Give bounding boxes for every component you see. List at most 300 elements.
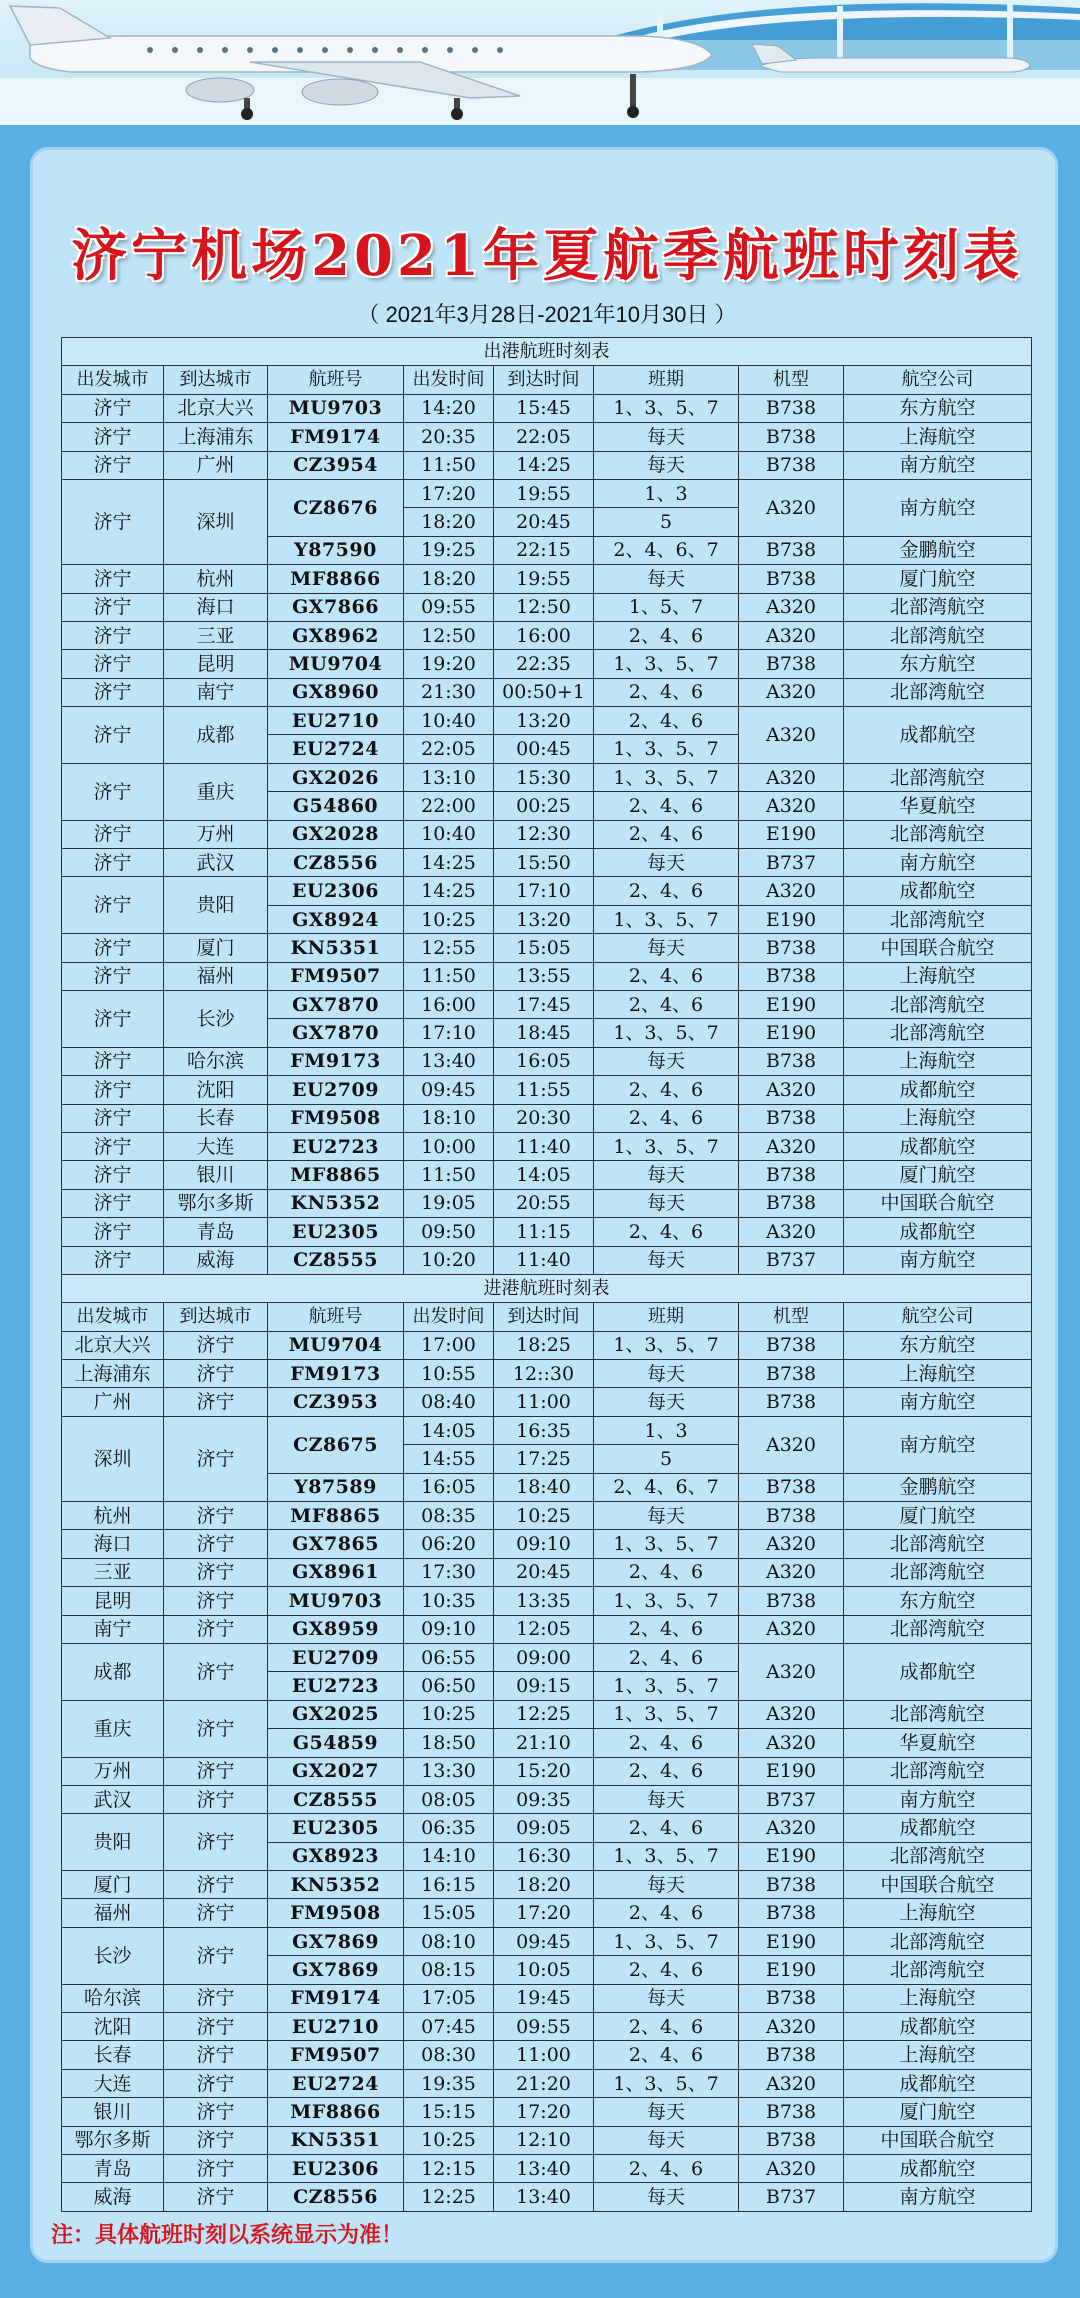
origin-city: 济宁 xyxy=(62,650,164,678)
operating-days: 2、4、6 xyxy=(594,621,739,649)
destination-city: 济宁 xyxy=(164,1643,268,1700)
origin-city: 上海浦东 xyxy=(62,1360,164,1388)
arrival-time: 16:05 xyxy=(494,1047,594,1075)
origin-city: 武汉 xyxy=(62,1785,164,1813)
flight-number: Y87590 xyxy=(268,536,404,564)
airline: 上海航空 xyxy=(844,1360,1032,1388)
flight-number: GX2027 xyxy=(268,1757,404,1785)
departure-time: 08:15 xyxy=(404,1956,494,1984)
aircraft-type: B738 xyxy=(739,650,844,678)
destination-city: 鄂尔多斯 xyxy=(164,1189,268,1217)
operating-days: 2、4、6 xyxy=(594,1956,739,1984)
arrival-time: 09:35 xyxy=(494,1785,594,1813)
operating-days: 2、4、6 xyxy=(594,1076,739,1104)
flight-row xyxy=(62,934,1032,962)
aircraft-type: B737 xyxy=(739,1785,844,1813)
aircraft-type: B738 xyxy=(739,1189,844,1217)
origin-city: 海口 xyxy=(62,1530,164,1558)
flight-number: MU9703 xyxy=(268,1587,404,1615)
arrival-time: 13:55 xyxy=(494,962,594,990)
aircraft-type: B738 xyxy=(739,1104,844,1132)
departure-time: 08:10 xyxy=(404,1927,494,1955)
destination-city: 济宁 xyxy=(164,2098,268,2126)
flight-row xyxy=(62,1615,1032,1643)
flight-row xyxy=(62,1331,1032,1359)
aircraft-type: A320 xyxy=(739,763,844,791)
destination-city: 重庆 xyxy=(164,763,268,820)
destination-city: 贵阳 xyxy=(164,877,268,934)
arrival-time: 11:00 xyxy=(494,1388,594,1416)
flight-row xyxy=(62,1984,1032,2012)
origin-city: 济宁 xyxy=(62,763,164,820)
departure-time: 13:10 xyxy=(404,763,494,791)
operating-days: 2、4、6 xyxy=(594,792,739,820)
airline: 北部湾航空 xyxy=(844,593,1032,621)
origin-city: 济宁 xyxy=(62,678,164,706)
operating-days: 2、4、6 xyxy=(594,1814,739,1842)
operating-days: 1、3、5、7 xyxy=(594,1842,739,1870)
airline: 华夏航空 xyxy=(844,1729,1032,1757)
flight-row xyxy=(62,2069,1032,2097)
airline: 金鹏航空 xyxy=(844,1473,1032,1501)
flight-row xyxy=(62,1502,1032,1530)
arrival-time: 14:05 xyxy=(494,1161,594,1189)
destination-city: 杭州 xyxy=(164,565,268,593)
arrival-time: 22:15 xyxy=(494,536,594,564)
origin-city: 长春 xyxy=(62,2041,164,2069)
flight-number: MU9703 xyxy=(268,394,404,422)
airline: 成都航空 xyxy=(844,1643,1032,1700)
origin-city: 重庆 xyxy=(62,1700,164,1757)
flight-number: EU2305 xyxy=(268,1218,404,1246)
arrival-time: 18:20 xyxy=(494,1871,594,1899)
departure-time: 18:50 xyxy=(404,1729,494,1757)
arrival-time: 12:25 xyxy=(494,1700,594,1728)
flight-row xyxy=(62,2155,1032,2183)
destination-city: 济宁 xyxy=(164,1530,268,1558)
aircraft-type: A320 xyxy=(739,1558,844,1586)
arrival-time: 12:50 xyxy=(494,593,594,621)
airline: 上海航空 xyxy=(844,1984,1032,2012)
origin-city: 北京大兴 xyxy=(62,1331,164,1359)
destination-city: 济宁 xyxy=(164,1331,268,1359)
flight-number: CZ8676 xyxy=(268,479,404,536)
flight-row xyxy=(62,1927,1032,1955)
flight-row xyxy=(62,1814,1032,1842)
destination-city: 成都 xyxy=(164,707,268,764)
destination-city: 哈尔滨 xyxy=(164,1047,268,1075)
arrival-time: 10:25 xyxy=(494,1502,594,1530)
destination-city: 济宁 xyxy=(164,1502,268,1530)
operating-days: 1、3、5、7 xyxy=(594,905,739,933)
airline: 南方航空 xyxy=(844,2183,1032,2211)
departure-time: 10:25 xyxy=(404,2126,494,2154)
arrival-time: 19:55 xyxy=(494,479,594,507)
departure-time: 17:30 xyxy=(404,1558,494,1586)
airline: 北部湾航空 xyxy=(844,1019,1032,1047)
aircraft-type: B737 xyxy=(739,2183,844,2211)
aircraft-type: B738 xyxy=(739,1871,844,1899)
arrival-time: 15:05 xyxy=(494,934,594,962)
flight-row xyxy=(62,1360,1032,1388)
origin-city: 济宁 xyxy=(62,990,164,1047)
destination-city: 济宁 xyxy=(164,1871,268,1899)
origin-city: 济宁 xyxy=(62,621,164,649)
departure-time: 19:35 xyxy=(404,2069,494,2097)
arrival-time: 20:55 xyxy=(494,1189,594,1217)
flight-row xyxy=(62,1643,1032,1671)
departure-time: 07:45 xyxy=(404,2013,494,2041)
airline: 北部湾航空 xyxy=(844,1956,1032,1984)
airline: 上海航空 xyxy=(844,1047,1032,1075)
departure-time: 06:50 xyxy=(404,1672,494,1700)
destination-city: 济宁 xyxy=(164,2155,268,2183)
flight-number: GX7869 xyxy=(268,1927,404,1955)
destination-city: 济宁 xyxy=(164,1785,268,1813)
arrival-time: 00:50+1 xyxy=(494,678,594,706)
page-title: 济宁机场2021年夏航季航班时刻表 xyxy=(71,223,1023,289)
flight-row xyxy=(62,479,1032,507)
arrival-time: 20:45 xyxy=(494,508,594,536)
airline: 成都航空 xyxy=(844,707,1032,764)
departure-time: 22:00 xyxy=(404,792,494,820)
operating-days: 每天 xyxy=(594,2126,739,2154)
flight-row xyxy=(62,707,1032,735)
airline: 东方航空 xyxy=(844,650,1032,678)
operating-days: 1、3、5、7 xyxy=(594,1927,739,1955)
arrival-time: 16:00 xyxy=(494,621,594,649)
operating-days: 5 xyxy=(594,508,739,536)
departure-time: 11:50 xyxy=(404,962,494,990)
origin-city: 济宁 xyxy=(62,1132,164,1160)
airline: 南方航空 xyxy=(844,849,1032,877)
operating-days: 1、3 xyxy=(594,1416,739,1444)
flight-row xyxy=(62,2126,1032,2154)
airline: 成都航空 xyxy=(844,2013,1032,2041)
aircraft-type: B738 xyxy=(739,536,844,564)
destination-city: 济宁 xyxy=(164,1558,268,1586)
origin-city: 广州 xyxy=(62,1388,164,1416)
aircraft-type: B737 xyxy=(739,849,844,877)
departure-time: 06:20 xyxy=(404,1530,494,1558)
flight-row xyxy=(62,820,1032,848)
departures-section-title: 出港航班时刻表 xyxy=(62,338,1032,366)
aircraft-type: A320 xyxy=(739,593,844,621)
departure-time: 09:10 xyxy=(404,1615,494,1643)
departure-time: 18:20 xyxy=(404,508,494,536)
airline: 厦门航空 xyxy=(844,2098,1032,2126)
flight-row xyxy=(62,1416,1032,1444)
flight-number: MU9704 xyxy=(268,1331,404,1359)
flight-number: EU2709 xyxy=(268,1643,404,1671)
operating-days: 每天 xyxy=(594,2098,739,2126)
flight-number: CZ8555 xyxy=(268,1246,404,1274)
arrival-time: 12::30 xyxy=(494,1360,594,1388)
origin-city: 贵阳 xyxy=(62,1814,164,1871)
departure-time: 14:20 xyxy=(404,394,494,422)
destination-city: 济宁 xyxy=(164,1899,268,1927)
departure-time: 10:55 xyxy=(404,1360,494,1388)
arrival-time: 17:20 xyxy=(494,1899,594,1927)
operating-days: 2、4、6 xyxy=(594,2041,739,2069)
operating-days: 1、3、5、7 xyxy=(594,735,739,763)
departure-time: 19:05 xyxy=(404,1189,494,1217)
aircraft-type: E190 xyxy=(739,1842,844,1870)
arrival-time: 13:20 xyxy=(494,905,594,933)
departure-time: 11:50 xyxy=(404,451,494,479)
operating-days: 1、3、5、7 xyxy=(594,1132,739,1160)
flight-number: MU9704 xyxy=(268,650,404,678)
airline: 北部湾航空 xyxy=(844,678,1032,706)
flight-number: GX8961 xyxy=(268,1558,404,1586)
aircraft-type: B738 xyxy=(739,394,844,422)
arrival-time: 12:10 xyxy=(494,2126,594,2154)
origin-city: 万州 xyxy=(62,1757,164,1785)
flight-row xyxy=(62,451,1032,479)
departure-time: 20:35 xyxy=(404,423,494,451)
departure-time: 10:25 xyxy=(404,1700,494,1728)
column-header: 班期 xyxy=(594,366,739,394)
aircraft-type: A320 xyxy=(739,1416,844,1473)
destination-city: 济宁 xyxy=(164,2069,268,2097)
origin-city: 厦门 xyxy=(62,1871,164,1899)
departure-time: 14:25 xyxy=(404,849,494,877)
flight-row xyxy=(62,1757,1032,1785)
arrival-time: 19:55 xyxy=(494,565,594,593)
aircraft-type: A320 xyxy=(739,1814,844,1842)
operating-days: 2、4、6 xyxy=(594,1757,739,1785)
aircraft-type: A320 xyxy=(739,1700,844,1728)
arrival-time: 18:40 xyxy=(494,1473,594,1501)
airline: 厦门航空 xyxy=(844,565,1032,593)
departure-time: 10:40 xyxy=(404,707,494,735)
flight-row xyxy=(62,1104,1032,1132)
flight-row xyxy=(62,1132,1032,1160)
operating-days: 2、4、6 xyxy=(594,2013,739,2041)
origin-city: 深圳 xyxy=(62,1416,164,1501)
operating-days: 2、4、6 xyxy=(594,990,739,1018)
aircraft-type: B738 xyxy=(739,1360,844,1388)
arrival-time: 13:40 xyxy=(494,2155,594,2183)
flight-row xyxy=(62,2098,1032,2126)
destination-city: 大连 xyxy=(164,1132,268,1160)
departure-time: 17:20 xyxy=(404,479,494,507)
arrival-time: 17:25 xyxy=(494,1445,594,1473)
flight-number: Y87589 xyxy=(268,1473,404,1501)
operating-days: 每天 xyxy=(594,451,739,479)
airline: 北部湾航空 xyxy=(844,1558,1032,1586)
origin-city: 济宁 xyxy=(62,877,164,934)
flight-number: MF8866 xyxy=(268,2098,404,2126)
arrival-time: 17:10 xyxy=(494,877,594,905)
aircraft-type: B738 xyxy=(739,1161,844,1189)
flight-number: MF8865 xyxy=(268,1161,404,1189)
flight-number: FM9173 xyxy=(268,1360,404,1388)
destination-city: 深圳 xyxy=(164,479,268,564)
airline: 北部湾航空 xyxy=(844,1927,1032,1955)
operating-days: 1、3 xyxy=(594,479,739,507)
flight-number: GX7865 xyxy=(268,1530,404,1558)
aircraft-type: E190 xyxy=(739,990,844,1018)
flight-row xyxy=(62,423,1032,451)
column-header: 出发城市 xyxy=(62,1303,164,1331)
flight-number: CZ3953 xyxy=(268,1388,404,1416)
flight-number: KN5352 xyxy=(268,1871,404,1899)
column-header: 班期 xyxy=(594,1303,739,1331)
airline: 中国联合航空 xyxy=(844,1871,1032,1899)
aircraft-type: A320 xyxy=(739,1643,844,1700)
flight-number: GX8924 xyxy=(268,905,404,933)
flight-row xyxy=(62,678,1032,706)
flight-number: EU2710 xyxy=(268,707,404,735)
airline: 东方航空 xyxy=(844,1587,1032,1615)
operating-days: 2、4、6 xyxy=(594,1615,739,1643)
destination-city: 威海 xyxy=(164,1246,268,1274)
aircraft-type: B738 xyxy=(739,1388,844,1416)
flight-number: FM9508 xyxy=(268,1899,404,1927)
flight-row xyxy=(62,763,1032,791)
arrival-time: 11:40 xyxy=(494,1132,594,1160)
arrival-time: 11:40 xyxy=(494,1246,594,1274)
operating-days: 每天 xyxy=(594,1246,739,1274)
operating-days: 每天 xyxy=(594,934,739,962)
airline: 金鹏航空 xyxy=(844,536,1032,564)
departure-time: 13:30 xyxy=(404,1757,494,1785)
flight-row xyxy=(62,849,1032,877)
departure-time: 08:40 xyxy=(404,1388,494,1416)
airline: 华夏航空 xyxy=(844,792,1032,820)
departure-time: 16:15 xyxy=(404,1871,494,1899)
airline: 北部湾航空 xyxy=(844,1757,1032,1785)
origin-city: 昆明 xyxy=(62,1587,164,1615)
origin-city: 福州 xyxy=(62,1899,164,1927)
airline: 北部湾航空 xyxy=(844,1842,1032,1870)
airline: 南方航空 xyxy=(844,1416,1032,1473)
airline: 上海航空 xyxy=(844,962,1032,990)
airline: 上海航空 xyxy=(844,1104,1032,1132)
departure-time: 09:55 xyxy=(404,593,494,621)
destination-city: 昆明 xyxy=(164,650,268,678)
aircraft-type: A320 xyxy=(739,877,844,905)
aircraft-type: B738 xyxy=(739,1899,844,1927)
departure-time: 10:25 xyxy=(404,905,494,933)
aircraft-type: B738 xyxy=(739,2041,844,2069)
operating-days: 每天 xyxy=(594,1785,739,1813)
airline: 北部湾航空 xyxy=(844,1700,1032,1728)
flight-row xyxy=(62,990,1032,1018)
arrival-time: 09:15 xyxy=(494,1672,594,1700)
flight-number: EU2724 xyxy=(268,735,404,763)
aircraft-type: B737 xyxy=(739,1246,844,1274)
departure-time: 09:50 xyxy=(404,1218,494,1246)
flight-row xyxy=(62,1047,1032,1075)
departure-time: 16:05 xyxy=(404,1473,494,1501)
footnote: 注：具体航班时刻以系统显示为准！ xyxy=(51,2223,404,2248)
origin-city: 大连 xyxy=(62,2069,164,2097)
arrival-time: 09:10 xyxy=(494,1530,594,1558)
airline: 北部湾航空 xyxy=(844,905,1032,933)
aircraft-type: E190 xyxy=(739,1956,844,1984)
column-header: 出发城市 xyxy=(62,366,164,394)
flight-number: EU2723 xyxy=(268,1672,404,1700)
operating-days: 2、4、6 xyxy=(594,1218,739,1246)
departure-time: 06:55 xyxy=(404,1643,494,1671)
operating-days: 每天 xyxy=(594,849,739,877)
operating-days: 每天 xyxy=(594,1161,739,1189)
origin-city: 南宁 xyxy=(62,1615,164,1643)
operating-days: 每天 xyxy=(594,1871,739,1899)
arrival-time: 09:55 xyxy=(494,2013,594,2041)
departure-time: 13:40 xyxy=(404,1047,494,1075)
flight-row xyxy=(62,1587,1032,1615)
flight-number: GX7866 xyxy=(268,593,404,621)
operating-days: 1、3、5、7 xyxy=(594,394,739,422)
flight-number: CZ8556 xyxy=(268,2183,404,2211)
aircraft-type: A320 xyxy=(739,1729,844,1757)
airline: 中国联合航空 xyxy=(844,934,1032,962)
destination-city: 三亚 xyxy=(164,621,268,649)
origin-city: 济宁 xyxy=(62,1076,164,1104)
column-header: 到达城市 xyxy=(164,1303,268,1331)
arrival-time: 22:05 xyxy=(494,423,594,451)
aircraft-type: E190 xyxy=(739,1927,844,1955)
airline: 北部湾航空 xyxy=(844,763,1032,791)
departure-time: 11:50 xyxy=(404,1161,494,1189)
destination-city: 济宁 xyxy=(164,1360,268,1388)
origin-city: 济宁 xyxy=(62,1161,164,1189)
flight-number: G54860 xyxy=(268,792,404,820)
departure-time: 16:00 xyxy=(404,990,494,1018)
airline: 成都航空 xyxy=(844,2069,1032,2097)
arrival-time: 18:45 xyxy=(494,1019,594,1047)
aircraft-type: B738 xyxy=(739,1047,844,1075)
flight-row xyxy=(62,1076,1032,1104)
aircraft-type: B738 xyxy=(739,1331,844,1359)
flight-row xyxy=(62,650,1032,678)
departure-time: 18:20 xyxy=(404,565,494,593)
departure-time: 15:05 xyxy=(404,1899,494,1927)
destination-city: 武汉 xyxy=(164,849,268,877)
flight-row xyxy=(62,1899,1032,1927)
arrival-time: 17:20 xyxy=(494,2098,594,2126)
arrival-time: 18:25 xyxy=(494,1331,594,1359)
column-header: 到达时间 xyxy=(494,366,594,394)
operating-days: 2、4、6 xyxy=(594,962,739,990)
origin-city: 济宁 xyxy=(62,565,164,593)
flight-row xyxy=(62,565,1032,593)
aircraft-type: B738 xyxy=(739,1984,844,2012)
flight-row xyxy=(62,2183,1032,2211)
departures-section-title-row xyxy=(62,338,1032,366)
operating-days: 2、4、6、7 xyxy=(594,536,739,564)
arrival-time: 21:10 xyxy=(494,1729,594,1757)
airline: 北部湾航空 xyxy=(844,1615,1032,1643)
operating-days: 2、4、6 xyxy=(594,820,739,848)
operating-days: 每天 xyxy=(594,1502,739,1530)
departure-time: 10:40 xyxy=(404,820,494,848)
flight-number: GX2026 xyxy=(268,763,404,791)
flight-row xyxy=(62,1785,1032,1813)
origin-city: 济宁 xyxy=(62,1104,164,1132)
arrival-time: 21:20 xyxy=(494,2069,594,2097)
origin-city: 济宁 xyxy=(62,1189,164,1217)
arrival-time: 14:25 xyxy=(494,451,594,479)
column-header: 到达城市 xyxy=(164,366,268,394)
aircraft-type: B738 xyxy=(739,423,844,451)
aircraft-type: B738 xyxy=(739,934,844,962)
airline: 成都航空 xyxy=(844,2155,1032,2183)
origin-city: 成都 xyxy=(62,1643,164,1700)
